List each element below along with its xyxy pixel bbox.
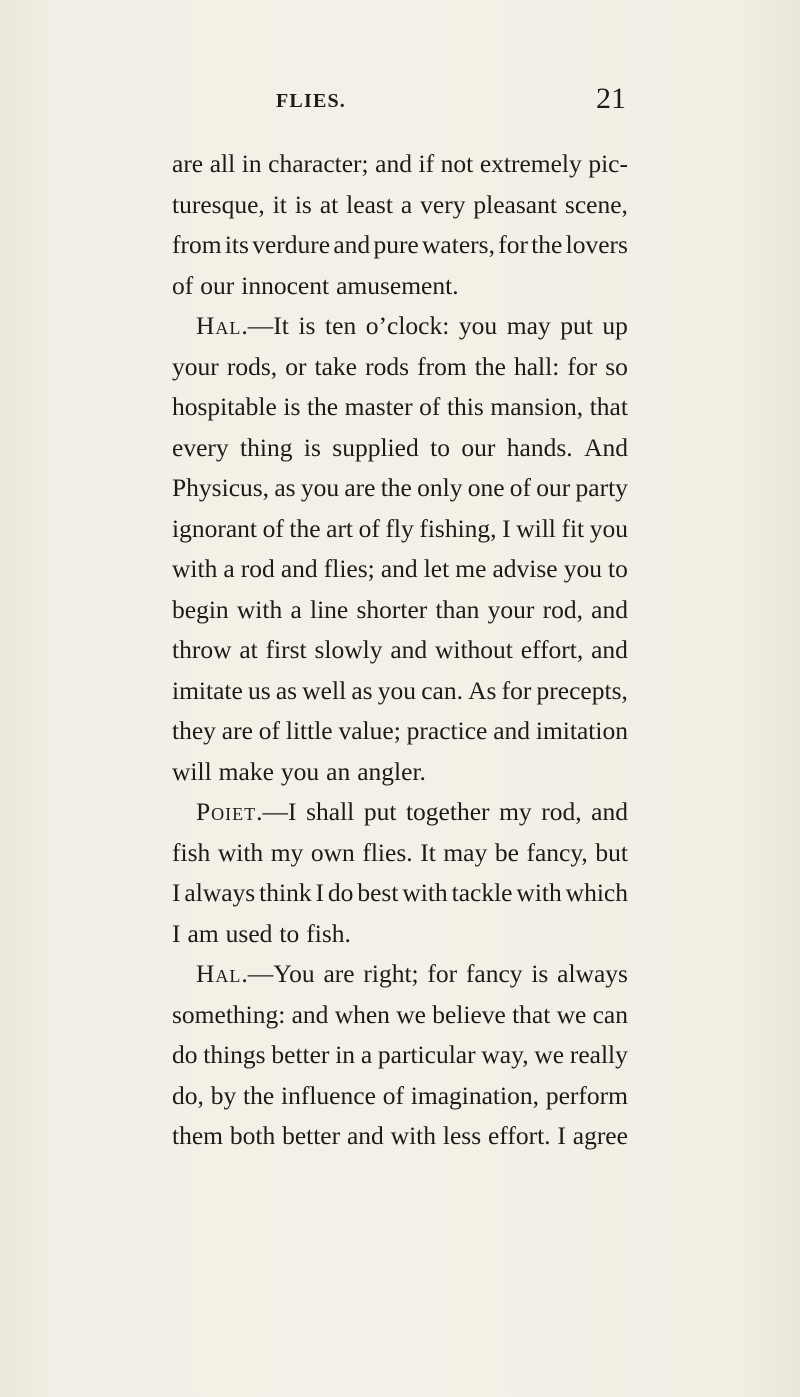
word: used <box>225 918 273 948</box>
word: of <box>419 392 441 421</box>
word: do <box>327 878 354 907</box>
word: imitate <box>172 675 243 705</box>
word: are <box>344 473 376 502</box>
text-line <box>172 671 628 712</box>
word: with <box>390 1121 437 1150</box>
word: with <box>516 878 562 907</box>
word: of <box>262 513 284 543</box>
word: we <box>396 999 426 1029</box>
word: less <box>442 1121 482 1150</box>
text-line <box>172 954 628 995</box>
word: least <box>346 189 393 219</box>
word: waters, <box>422 230 495 259</box>
word: our <box>461 432 496 462</box>
body-text <box>172 144 628 1157</box>
word: pleasant <box>473 189 557 219</box>
word: from <box>172 230 222 259</box>
word: at <box>239 635 258 664</box>
text-line <box>172 549 628 590</box>
text-line <box>172 873 628 914</box>
word: little <box>285 716 333 745</box>
word: which <box>565 878 628 907</box>
word: for <box>567 351 598 381</box>
word: supplied <box>332 432 419 462</box>
word: will <box>516 513 556 543</box>
word: the <box>531 230 563 259</box>
word: extremely <box>479 149 582 178</box>
word: pure <box>373 230 419 259</box>
word: am <box>187 918 219 948</box>
word: we <box>534 1040 565 1069</box>
page-number: 21 <box>596 82 626 115</box>
word: innocent <box>241 270 330 300</box>
text-line <box>172 752 628 793</box>
word: and <box>280 554 318 583</box>
word: way, <box>481 1040 529 1069</box>
word: of <box>382 1080 404 1110</box>
word: ignorant <box>172 513 257 543</box>
word: of <box>509 473 532 502</box>
word: the <box>474 351 506 381</box>
word: hands. <box>506 432 573 462</box>
text-line <box>172 509 628 550</box>
word <box>196 792 297 833</box>
word: they <box>172 716 216 745</box>
word: with <box>172 554 218 583</box>
word: fit <box>561 513 585 543</box>
word: that <box>589 392 628 421</box>
word: so <box>605 351 628 381</box>
word: verdure <box>252 230 331 259</box>
text-line <box>172 1076 628 1117</box>
word: ten <box>325 311 357 340</box>
word: and <box>390 635 428 664</box>
word: rods, <box>226 351 278 381</box>
word: and <box>591 635 628 664</box>
word: mansion, <box>490 392 584 421</box>
word: scene, <box>564 189 628 219</box>
word: you <box>300 473 340 502</box>
word: in <box>241 149 262 178</box>
word: when <box>334 999 390 1029</box>
text-line <box>172 387 628 428</box>
word: always <box>557 959 628 988</box>
word: them <box>172 1121 223 1150</box>
text-line <box>172 711 628 752</box>
word: we <box>556 999 587 1029</box>
word: you <box>563 554 602 583</box>
running-title: FLIES. <box>276 90 347 112</box>
word: of <box>172 270 194 300</box>
word: as <box>275 675 298 705</box>
word: particular <box>377 1040 476 1069</box>
word: agree <box>572 1121 628 1150</box>
word: slowly <box>314 635 383 664</box>
word: than <box>435 594 480 624</box>
word: are <box>172 149 204 178</box>
word: the <box>243 1080 275 1110</box>
word: character; <box>268 149 369 178</box>
word: something: <box>172 999 286 1029</box>
word: angler. <box>357 756 426 786</box>
word: well <box>302 675 347 705</box>
word: fish. <box>306 918 351 948</box>
word: and <box>493 716 531 745</box>
word: you <box>377 675 417 705</box>
word: of <box>358 513 380 543</box>
word: best <box>357 878 399 907</box>
word: you <box>458 311 498 340</box>
word: throw <box>172 635 232 664</box>
word: our <box>536 473 571 502</box>
word: I <box>502 513 511 543</box>
word: as <box>351 675 373 705</box>
text-line <box>172 590 628 631</box>
word: put <box>363 797 397 826</box>
word: us <box>247 675 271 705</box>
word: to <box>608 554 628 583</box>
word: the <box>289 513 321 543</box>
word: your <box>487 594 535 624</box>
word: tackle <box>451 878 513 907</box>
text-line <box>172 630 628 671</box>
word: do <box>172 1040 198 1069</box>
word <box>196 306 289 347</box>
speaker-name: Hal <box>196 959 242 988</box>
word: better <box>282 1121 341 1150</box>
word: a <box>400 189 413 219</box>
word: in <box>335 1040 356 1069</box>
word: flies; <box>323 554 375 583</box>
word: is <box>298 311 316 340</box>
word: and <box>591 797 628 826</box>
word: I <box>557 1121 566 1150</box>
word: is <box>531 959 549 988</box>
word: And <box>584 432 628 462</box>
word: really <box>569 1040 628 1069</box>
word: without <box>434 635 513 664</box>
word: as <box>274 473 296 502</box>
word: all <box>209 149 236 178</box>
word: up <box>602 311 628 340</box>
word: the <box>306 392 339 421</box>
word: I <box>172 918 181 948</box>
word: me <box>455 554 487 583</box>
word: It <box>420 837 436 867</box>
word: and <box>591 594 628 624</box>
word: is <box>303 432 321 462</box>
text-line <box>172 995 628 1036</box>
word: can. <box>421 675 463 705</box>
word: it <box>272 189 287 219</box>
word: o’clock: <box>365 311 450 340</box>
text-line <box>172 468 628 509</box>
word: effort. <box>487 1121 551 1150</box>
word: at <box>319 189 339 219</box>
text-line <box>172 792 628 833</box>
word: your <box>172 351 219 381</box>
word: rod <box>240 554 275 583</box>
word: may <box>443 837 488 867</box>
word: may <box>506 311 551 340</box>
word: that <box>512 999 551 1029</box>
speaker-name: Poiet <box>196 797 257 826</box>
word: for <box>501 675 532 705</box>
word: shorter <box>356 594 428 624</box>
word: let <box>423 554 450 583</box>
word: effort, <box>520 635 584 664</box>
word: influence <box>281 1080 376 1110</box>
word: imagination, <box>410 1080 539 1110</box>
word: will <box>172 756 212 786</box>
word: take <box>314 351 358 381</box>
word: lovers <box>565 230 628 259</box>
word: from <box>417 351 467 381</box>
word: and <box>333 230 371 259</box>
word: perform <box>545 1080 628 1110</box>
word: to <box>430 432 450 462</box>
word: precepts, <box>536 675 628 705</box>
word: only <box>417 473 463 502</box>
word: right; <box>363 959 419 988</box>
word: the <box>380 473 412 502</box>
word: I <box>172 878 181 907</box>
word: one <box>467 473 505 502</box>
word: fancy <box>465 959 523 988</box>
word-rest: .—I <box>256 797 297 826</box>
word: line <box>309 594 349 624</box>
text-line <box>172 266 628 307</box>
word: hospitable <box>172 392 277 421</box>
word: a <box>360 1040 373 1069</box>
word <box>196 954 315 995</box>
word: fly <box>385 513 414 543</box>
word: things <box>203 1040 266 1069</box>
text-line <box>172 225 628 266</box>
text-line <box>172 833 628 874</box>
word: together <box>405 797 490 826</box>
word: every <box>172 432 229 462</box>
text-line <box>172 347 628 388</box>
word: believe <box>432 999 506 1029</box>
text-line <box>172 1035 628 1076</box>
word: master <box>344 392 413 421</box>
word: do, <box>172 1080 204 1110</box>
word: and <box>380 554 418 583</box>
word: is <box>283 392 301 421</box>
word: hall: <box>513 351 560 381</box>
running-head <box>0 82 800 122</box>
text-line <box>172 1116 628 1157</box>
word: amusement. <box>336 270 459 300</box>
word: are <box>323 959 355 988</box>
word: always <box>184 878 256 907</box>
word: to <box>279 918 300 948</box>
word: a <box>290 594 302 624</box>
word: or <box>285 351 307 381</box>
word: you <box>589 513 628 543</box>
text-line <box>172 185 628 226</box>
word: not <box>440 149 474 178</box>
word: own <box>310 837 355 867</box>
word: put <box>560 311 593 340</box>
word: advise <box>492 554 558 583</box>
word: shall <box>306 797 355 826</box>
word: pic- <box>588 149 628 178</box>
word: better <box>271 1040 330 1069</box>
word: our <box>200 270 235 300</box>
word: fancy, <box>526 837 588 867</box>
text-line <box>172 306 628 347</box>
word: if <box>418 149 435 178</box>
word: can <box>592 999 628 1029</box>
word: an <box>326 756 351 786</box>
word: thing <box>240 432 293 462</box>
word: very <box>420 189 466 219</box>
word: this <box>446 392 484 421</box>
word: fish <box>172 837 211 867</box>
word: its <box>224 230 249 259</box>
word: with <box>402 878 448 907</box>
word: with <box>236 594 283 624</box>
word: flies. <box>362 837 413 867</box>
word: think <box>259 878 312 907</box>
word: with <box>217 837 264 867</box>
word: my <box>270 837 304 867</box>
word: fishing, <box>419 513 497 543</box>
word: and <box>375 149 412 178</box>
word: for <box>498 230 528 259</box>
speaker-name: Hal <box>196 311 242 340</box>
word: As <box>468 675 497 705</box>
word-rest: .—It <box>241 311 289 340</box>
word: rods <box>365 351 410 381</box>
word: are <box>221 716 253 745</box>
word: both <box>229 1121 276 1150</box>
word: begin <box>172 594 229 624</box>
text-line <box>172 428 628 469</box>
word: and <box>291 999 329 1029</box>
word: my <box>499 797 532 826</box>
word: of <box>258 716 281 745</box>
word: practice <box>406 716 488 745</box>
word: party <box>575 473 628 502</box>
word: is <box>294 189 312 219</box>
word: be <box>494 837 519 867</box>
word: for <box>427 959 458 988</box>
word: turesque, <box>172 189 265 219</box>
word: make <box>218 756 274 786</box>
word-rest: .—You <box>241 959 315 988</box>
word: first <box>265 635 307 664</box>
word: and <box>346 1121 384 1150</box>
word: rod, <box>542 594 583 624</box>
word: I <box>315 878 324 907</box>
word: a <box>223 554 235 583</box>
word: by <box>210 1080 237 1110</box>
word: value; <box>338 716 401 745</box>
word: but <box>595 837 628 867</box>
word: art <box>326 513 354 543</box>
word: imitation <box>535 716 628 745</box>
word: Physicus, <box>172 473 270 502</box>
text-line <box>172 914 628 955</box>
word: rod, <box>541 797 582 826</box>
text-line <box>172 144 628 185</box>
word: you <box>280 756 320 786</box>
